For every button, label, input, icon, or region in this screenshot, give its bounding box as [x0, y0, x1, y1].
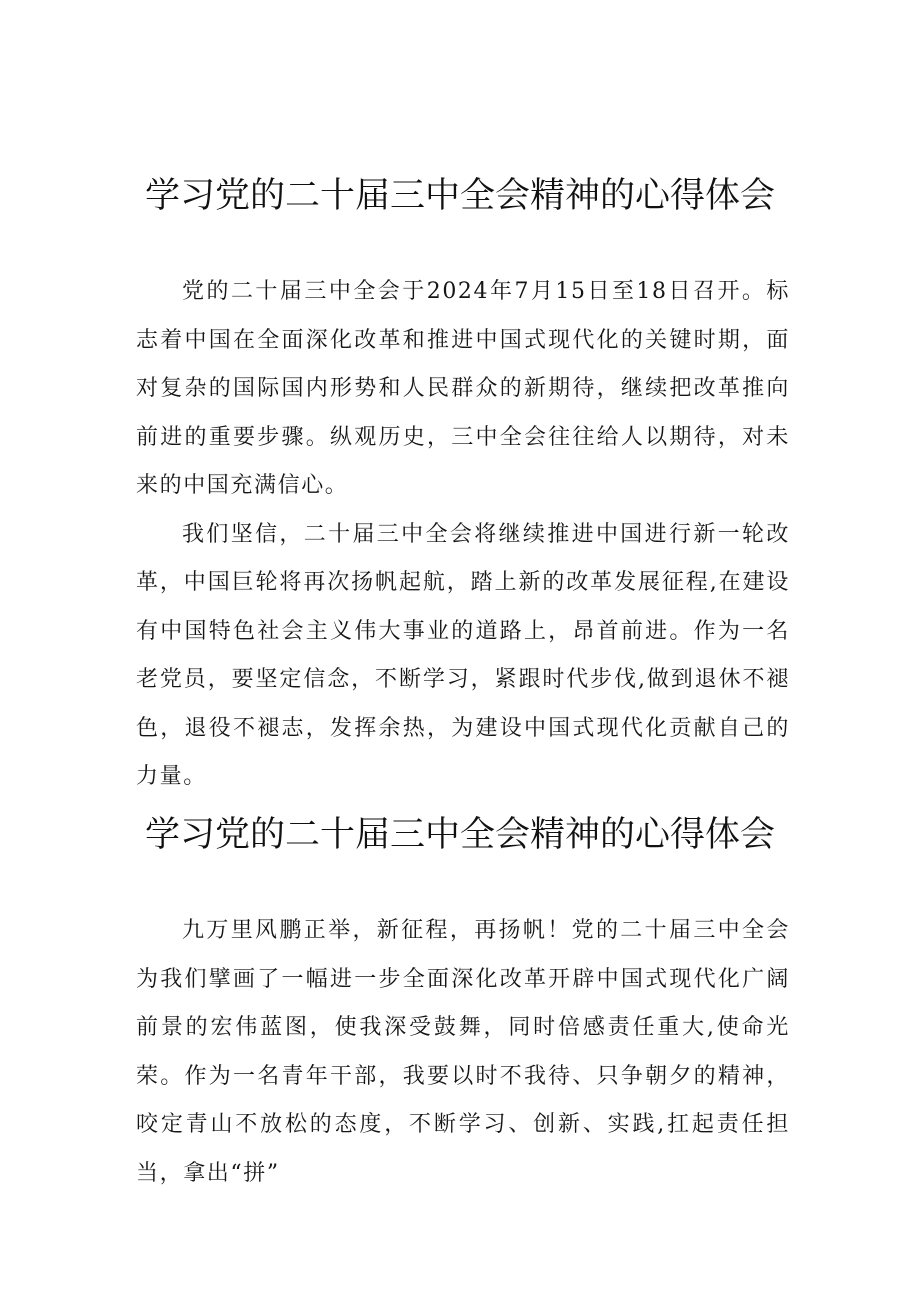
article-title: 学习党的二十届三中全会精神的心得体会	[144, 815, 775, 855]
body-paragraph: 九万里风鹏正举，新征程，再扬帆！党的二十届三中全会为我们擘画了一幅进一步全面深化改革开辟中国式现代化广阔前景的宏伟蓝图，使我深受鼓舞，同时倍感责任重大,使命光荣。作为一名青年干部，我要以时不我待、只争朝夕的精神，咬定青山不放松的态度，不断学习、创新、实践,扛起责任担当，拿出“拼”	[136, 918, 790, 1186]
article-body	[136, 268, 790, 802]
article-body	[136, 907, 790, 1198]
article-title: 学习党的二十届三中全会精神的心得体会	[144, 176, 775, 216]
body-paragraph: 党的二十届三中全会于2024年7月15日至18日召开。标志着中国在全面深化改革和推进中国式现代化的关键时期，面对复杂的国际国内形势和人民群众的新期待，继续把改革推向前进的重要步骤。纵观历史，三中全会往往给人以期待，对未来的中国充满信心。	[136, 279, 790, 498]
body-paragraph: 我们坚信，二十届三中全会将继续推进中国进行新一轮改革，中国巨轮将再次扬帆起航，踏上新的改革发展征程,在建设有中国特色社会主义伟大事业的道路上，昂首前进。作为一名老党员，要坚定信念，不断学习，紧跟时代步伐,做到退休不褪色，退役不褪志，发挥余热，为建设中国式现代化贡献自己的力量。	[136, 521, 790, 789]
